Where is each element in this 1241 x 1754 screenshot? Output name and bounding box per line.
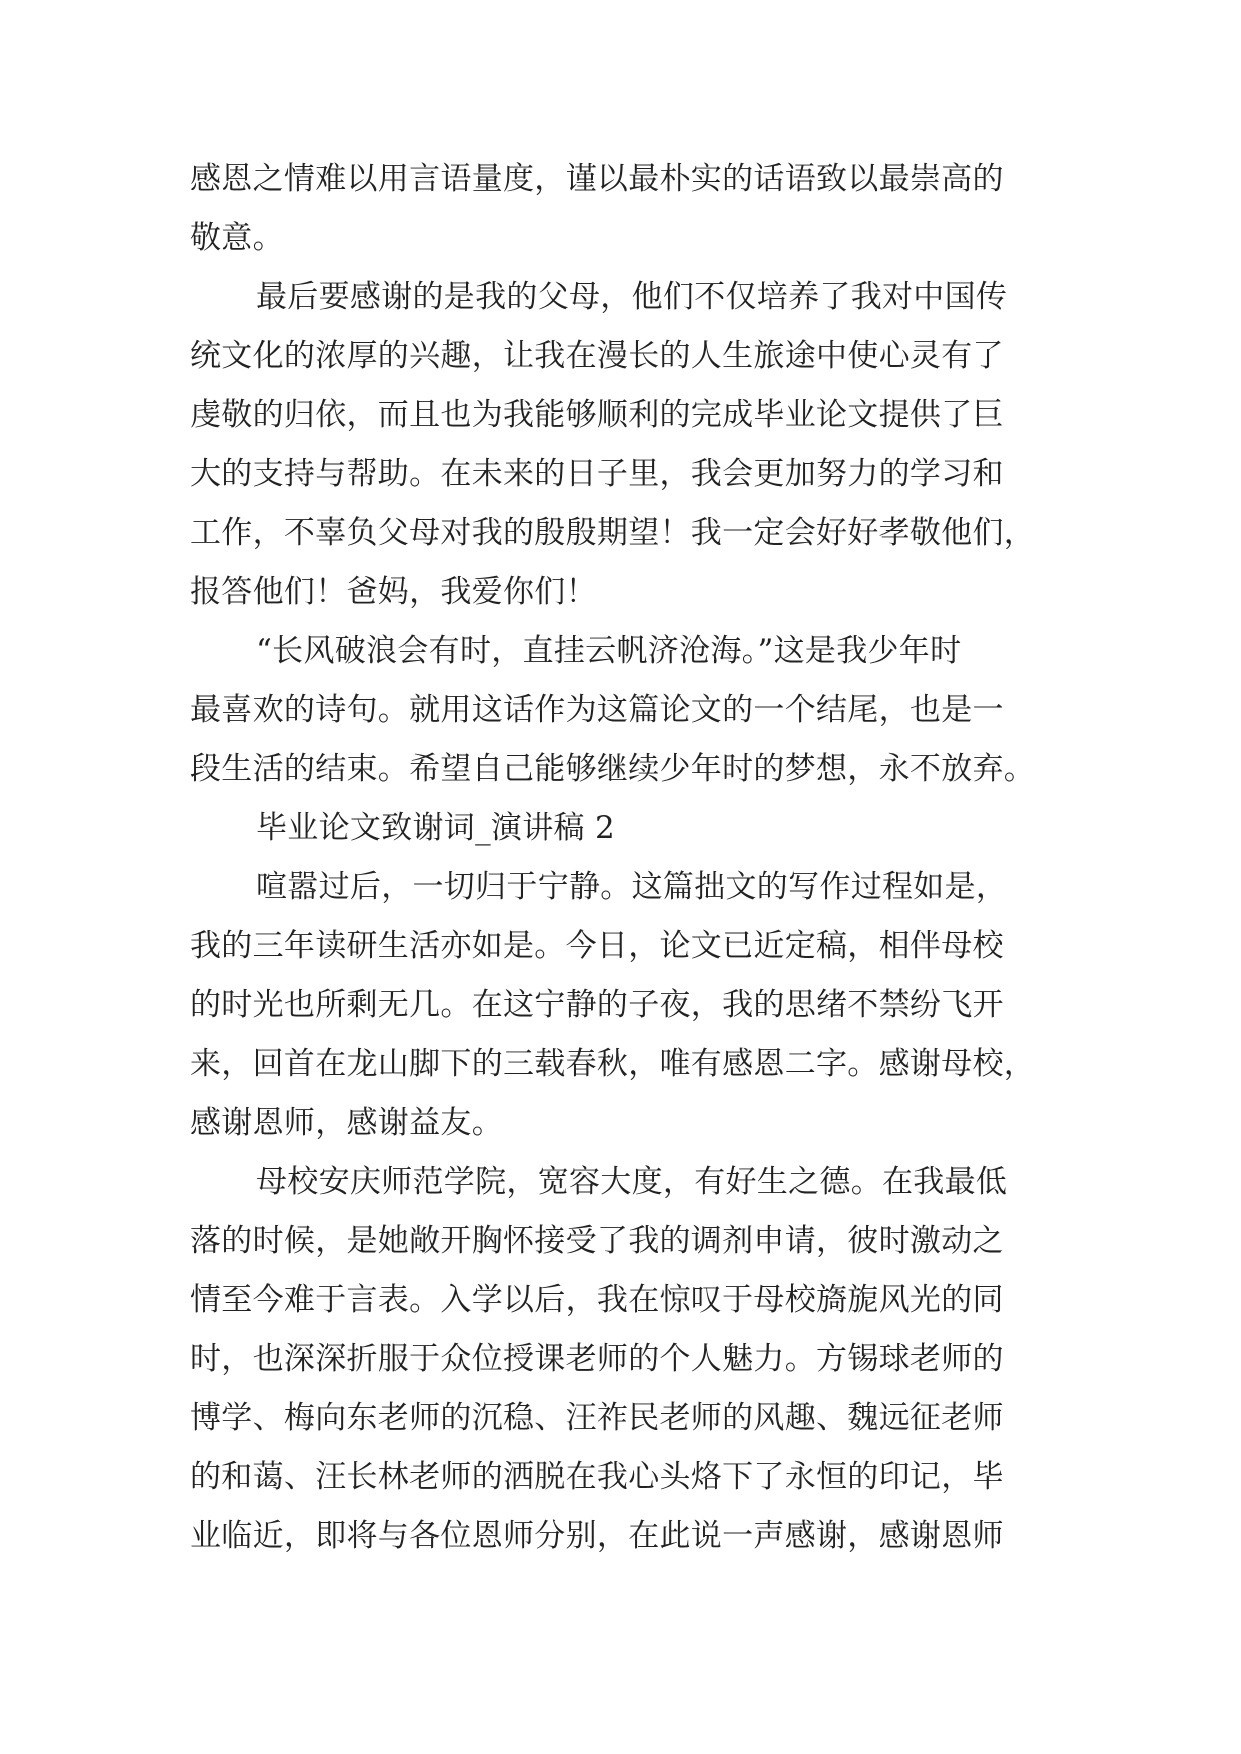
text-line: 来，回首在龙山脚下的三载春秋，唯有感恩二字。感谢母校，: [190, 1046, 1036, 1082]
paragraph-start-line: “长风破浪会有时，直挂云帆济沧海。”这是我少年时: [256, 633, 962, 669]
paragraph-start-line: 最后要感谢的是我的父母，他们不仅培养了我对中国传: [256, 279, 1008, 315]
document-body: [190, 150, 1050, 1566]
text-line: 段生活的结束。希望自己能够继续少年时的梦想，永不放弃。: [190, 751, 1036, 787]
text-line: 敬意。: [190, 220, 284, 256]
text-line: 大的支持与帮助。在未来的日子里，我会更加努力的学习和: [190, 456, 1004, 492]
text-line: 我的三年读研生活亦如是。今日，论文已近定稿，相伴母校: [190, 928, 1004, 964]
text-line: 最喜欢的诗句。就用这话作为这篇论文的一个结尾，也是一: [190, 692, 1004, 728]
text-line: 时，也深深折服于众位授课老师的个人魅力。方锡球老师的: [190, 1341, 1004, 1377]
text-line: 感恩之情难以用言语量度，谨以最朴实的话语致以最崇高的: [190, 161, 1004, 197]
text-line: 博学、梅向东老师的沉稳、汪祚民老师的风趣、魏远征老师: [190, 1400, 1004, 1436]
text-line: 统文化的浓厚的兴趣，让我在漫长的人生旅途中使心灵有了: [190, 338, 1004, 374]
text-line: 工作，不辜负父母对我的殷殷期望！我一定会好好孝敬他们，: [190, 515, 1036, 551]
section-heading: 毕业论文致谢词_演讲稿 2: [256, 810, 615, 846]
paragraph-start-line: 喧嚣过后，一切归于宁静。这篇拙文的写作过程如是，: [256, 869, 1008, 905]
text-line: 情至今难于言表。入学以后，我在惊叹于母校旖旎风光的同: [190, 1282, 1004, 1318]
paragraph-start-line: 母校安庆师范学院，宽容大度，有好生之德。在我最低: [256, 1164, 1008, 1200]
text-line: 报答他们！爸妈，我爱你们！: [190, 574, 597, 610]
text-line: 的和蔼、汪长林老师的洒脱在我心头烙下了永恒的印记，毕: [190, 1459, 1004, 1495]
text-line: 业临近，即将与各位恩师分别，在此说一声感谢，感谢恩师: [190, 1518, 1004, 1554]
text-line: 感谢恩师，感谢益友。: [190, 1105, 503, 1141]
text-line: 落的时候，是她敞开胸怀接受了我的调剂申请，彼时激动之: [190, 1223, 1004, 1259]
text-line: 虔敬的归依，而且也为我能够顺利的完成毕业论文提供了巨: [190, 397, 1004, 433]
text-line: 的时光也所剩无几。在这宁静的子夜，我的思绪不禁纷飞开: [190, 987, 1004, 1023]
